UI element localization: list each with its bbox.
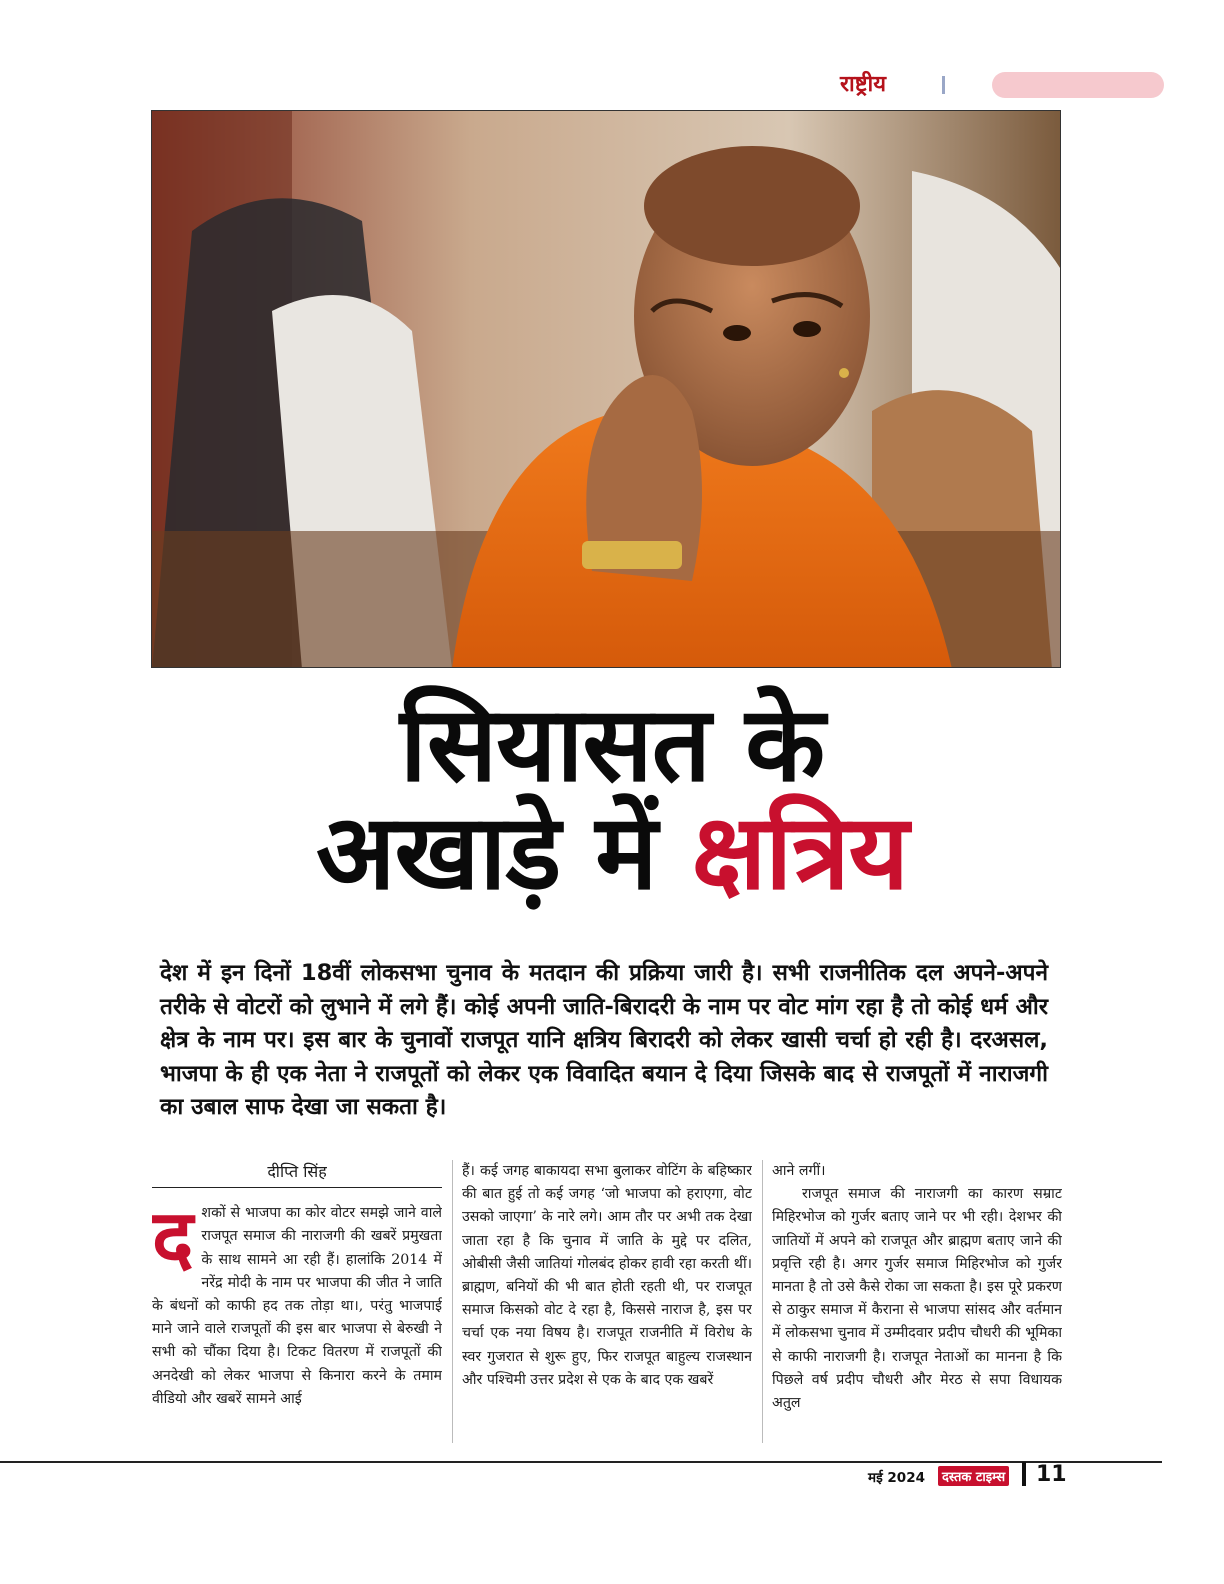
article-column-3 xyxy=(772,1160,1062,1445)
column-divider xyxy=(762,1160,763,1443)
section-label: राष्ट्रीय xyxy=(840,72,887,97)
article-column-2 xyxy=(462,1160,752,1445)
column-1-text: शकों से भाजपा का कोर वोटर समझे जाने वाले राजपूत समाज की नाराजगी की खबरें प्रमुखता के साथ सामने आ रही हैं। हालांकि 2014 में नरेंद्र मोदी के नाम पर भाजपा की जीत ने जाति के बंधनों को काफी हद तक तोड़ा था।, परंतु भाजपाई माने जाने वाले राजपूतों की इस बार भाजपा से बेरुखी ने सभी को चौंका दिया है। टिकट वितरण में राजपूतों की अनदेखी को लेकर भाजपा से किनारा करने के तमाम वीडियो और खबरें सामने आई xyxy=(152,1205,442,1407)
headline-accent: क्षत्रिय xyxy=(691,791,908,913)
footer-date: मई 2024 xyxy=(868,1470,925,1486)
headline-line2 xyxy=(150,791,1074,913)
headline xyxy=(150,683,1074,913)
footer-divider xyxy=(1022,1462,1026,1486)
portrait-photo-icon xyxy=(152,111,1061,668)
dropcap: द xyxy=(152,1194,194,1285)
page-number: 11 xyxy=(1036,1462,1067,1487)
column-2-text: हैं। कई जगह बाकायदा सभा बुलाकर वोटिंग के बहिष्कार की बात हुई तो कई जगह ‘जो भाजपा को हराएगा, वोट उसको जाएगा’ के नारे लगे। आम तौर पर अभी तक देखा जाता रहा है कि चुनाव में जाति के मुद्दे पर दलित, ओबीसी जैसी जातियां गोलबंद होकर हावी रहा करती थीं। ब्राह्मण, बनियों की भी बात होती रहती थी, पर राजपूत समाज किसको वोट दे रहा है, किससे नाराज है, इस पर चर्चा एक नया विषय है। राजपूत राजनीति में विरोध के स्वर गुजरात से शुरू हुए, फिर राजपूत बाहुल्य राजस्थान और पश्चिमी उत्तर प्रदेश से एक के बाद एक खबरें xyxy=(462,1163,752,1388)
footer-brand-logo: दस्तक टाइम्स xyxy=(938,1466,1009,1486)
footer-rule xyxy=(0,1461,1162,1463)
headline-line2-start: अखाड़े में xyxy=(316,791,692,913)
column-divider xyxy=(452,1160,453,1443)
standfirst: देश में इन दिनों 18वीं लोकसभा चुनाव के मतदान की प्रक्रिया जारी है। सभी राजनीतिक दल अपने-अपने तरीके से वोटरों को लुभाने में लगे हैं। कोई अपनी जाति-बिरादरी के नाम पर वोट मांग रहा है तो कोई धर्म और क्षेत्र के नाम पर। इस बार के चुनावों राजपूत यानि क्षत्रिय बिरादरी को लेकर खासी चर्चा हो रही है। दरअसल, भाजपा के ही एक नेता ने राजपूतों को लेकर एक विवादित बयान दे दिया जिसके बाद से राजपूतों में नाराजगी का उबाल साफ देखा जा सकता है। xyxy=(160,960,1048,1120)
section-divider xyxy=(942,76,945,94)
byline: दीप्ति सिंह xyxy=(152,1160,442,1188)
hero-photo xyxy=(151,110,1061,668)
column-3-text-a: आने लगीं। xyxy=(772,1163,826,1179)
article-column-1 xyxy=(152,1160,442,1445)
column-3-text-b: राजपूत समाज की नाराजगी का कारण सम्राट मिहिरभोज को गुर्जर बताए जाने पर भी रही। देशभर की जातियों में अपने को राजपूत और ब्राह्मण बताए जाने की प्रवृत्ति रही है। अगर गुर्जर समाज मिहिरभोज को गुर्जर मानता है तो उसे कैसे रोका जा सकता है। इस पूरे प्रकरण से ठाकुर समाज में कैराना से भाजपा सांसद और वर्तमान में लोकसभा चुनाव में उम्मीदवार प्रदीप चौधरी की भूमिका से काफी नाराजगी है। राजपूत नेताओं का मानना है कि पिछले वर्ष प्रदीप चौधरी और मेरठ से सपा विधायक अतुल xyxy=(772,1186,1062,1412)
section-tab-decoration xyxy=(992,72,1164,98)
headline-line1: सियासत के xyxy=(399,683,825,805)
